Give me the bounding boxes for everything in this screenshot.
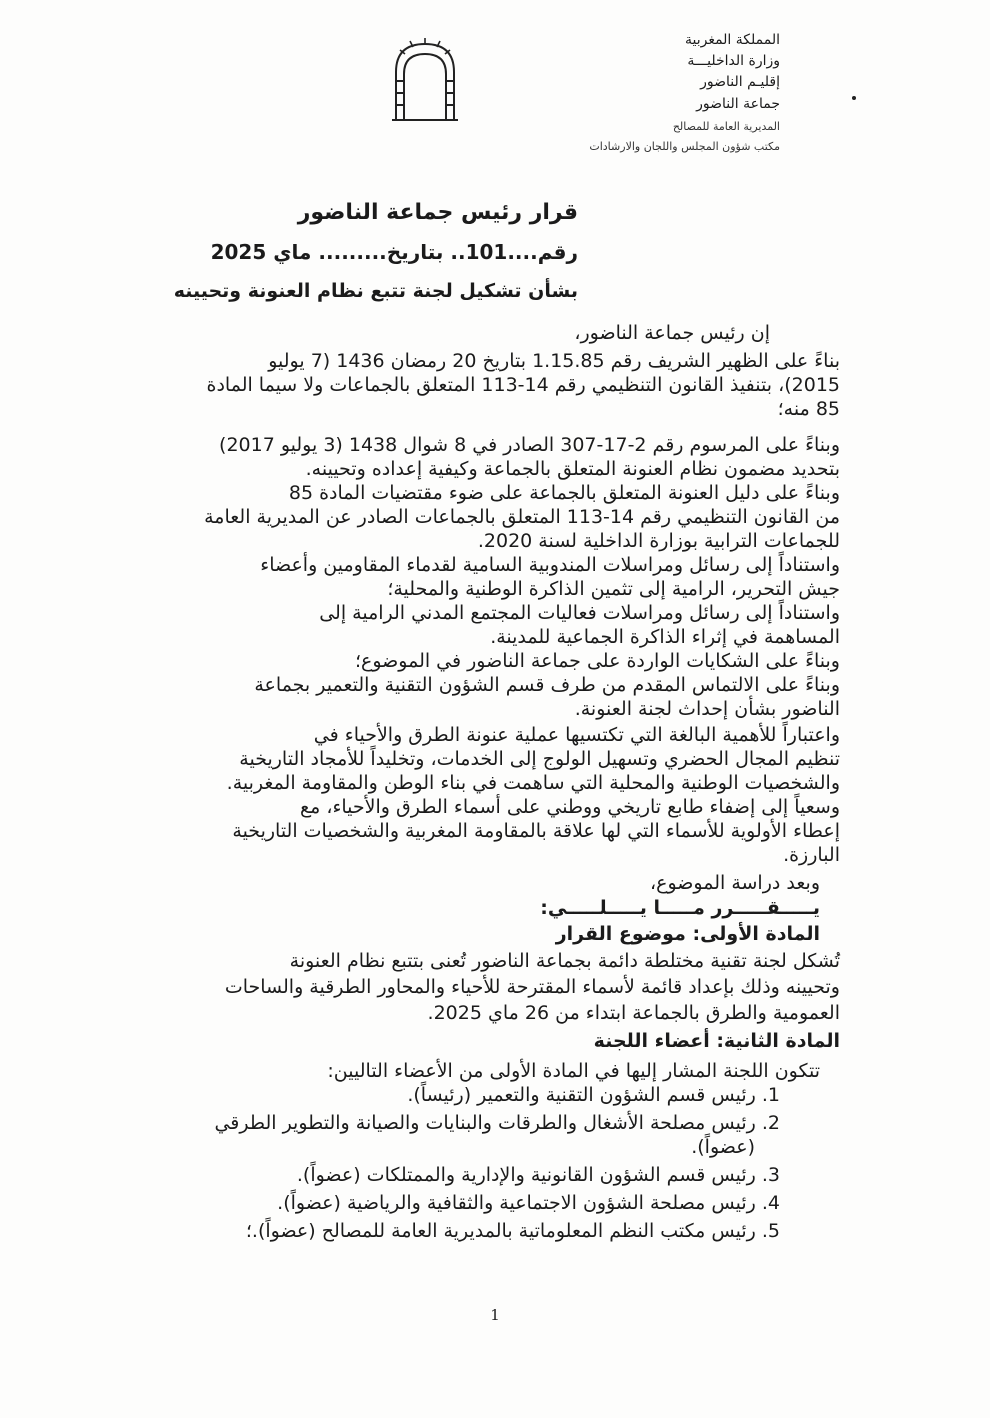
member-text: رئيس مصلحة الشؤون الاجتماعية والثقافية والرياضية (عضواً). [277,1192,756,1214]
body-line: وبناءً على الشكايات الواردة على جماعة الناضور في الموضوع؛ [354,650,840,672]
body-line: جيش التحرير، الرامية إلى تثمين الذاكرة الوطنية والمحلية؛ [387,578,840,600]
committee-member-item [246,1218,780,1244]
body-line: بتحديد مضمون نظام العنونة المتعلق بالجماعة وكيفية إعداده وتحيينه. [305,458,840,480]
member-text: رئيس مصلحة الأشغال والطرقات والبنايات والصيانة والتطوير الطرقي [214,1112,756,1134]
body-line: يـــــقـــــرر مـــــا يـــــلـــــي: [540,897,820,919]
body-line: المادة الثانية: أعضاء اللجنة [593,1030,840,1052]
body-line: وبناءً على دليل العنونة المتعلق بالجماعة على ضوء مقتضيات المادة 85 [288,482,840,504]
header-office: مكتب شؤون المجلس واللجان والارشادات [589,140,780,153]
body-line: إن رئيس جماعة الناضور، [574,322,770,344]
member-number: 5. [761,1220,780,1242]
member-number: 2. [761,1112,780,1134]
member-number: 4. [761,1192,780,1214]
page-number: 1 [490,1306,500,1324]
body-line: المادة الأولى: موضوع القرار [555,923,820,945]
decision-subject: بشأن تشكيل لجنة تتبع نظام العنونة وتحيينه [173,280,578,302]
committee-member-item [407,1082,780,1108]
header-kingdom: المملكة المغربية [684,32,780,48]
body-line: إعطاء الأولوية للأسماء التي لها علاقة بالمقاومة المغربية والشخصيات التاريخية [232,820,840,842]
body-line: واستناداً إلى رسائل ومراسلات فعاليات المجتمع المدني الرامية إلى [319,602,840,624]
scan-speck [852,96,856,100]
body-line: واعتباراً للأهمية البالغة التي تكتسيها عملية عنونة الطرق والأحياء في [313,724,840,746]
header-commune: جماعة الناضور [696,96,780,112]
decision-number-line: رقم....101.. بتاريخ......... ماي 2025 [210,240,578,264]
body-line: الناضور بشأن إحداث لجنة العنونة. [574,698,840,720]
header-ministry: وزارة الداخليـــة [687,53,780,69]
arch-gate-emblem-icon [388,36,462,126]
body-line: للجماعات الترابية بوزارة الداخلية لسنة 2020. [477,530,840,552]
body-line: وسعياً إلى إضفاء طابع تاريخي ووطني على أسماء الطرق والأحياء، مع [300,796,840,818]
member-number: 1. [761,1084,780,1106]
header-province: إقليـم الناضور [700,74,780,90]
body-line: وتحيينه وذلك بإعداد قائمة لأسماء المقترحة للأحياء والمحاور الطرقية والساحات [224,976,840,998]
committee-member-item [691,1134,755,1160]
committee-member-item [214,1110,780,1136]
body-line: تُشكل لجنة تقنية مختلطة دائمة بجماعة الناضور تُعنى بتتبع نظام العنونة [289,950,840,972]
body-line: تتكون اللجنة المشار إليها في المادة الأولى من الأعضاء التاليين: [327,1060,820,1082]
header-directorate: المديرية العامة للمصالح [672,120,780,133]
body-line: وبناءً على الالتماس المقدم من طرف قسم الشؤون التقنية والتعمير بجماعة [254,674,840,696]
member-text: رئيس مكتب النظم المعلوماتية بالمديرية العامة للمصالح (عضواً).؛ [245,1220,756,1242]
member-number: 3. [761,1164,780,1186]
body-line: 2015)، بتنفيذ القانون التنظيمي رقم 14-113 المتعلق بالجماعات ولا سيما المادة [206,374,840,396]
committee-member-item [297,1162,780,1188]
body-line: 85 منه؛ [777,398,840,420]
body-line: البارزة. [783,844,840,866]
body-line: بناءً على الظهير الشريف رقم 1.15.85 بتاريخ 20 رمضان 1436 (7 يوليو [268,350,840,372]
body-line: واستناداً إلى رسائل ومراسلات المندوبية السامية لقدماء المقاومين وأعضاء [260,554,840,576]
body-line: والشخصيات الوطنية والمحلية التي ساهمت في بناء الوطن والمقاومة المغربية. [226,772,840,794]
body-line: المساهمة في إثراء الذاكرة الجماعية للمدينة. [490,626,840,648]
member-text: رئيس قسم الشؤون القانونية والإدارية والممتلكات (عضواً). [296,1164,756,1186]
body-line: من القانون التنظيمي رقم 14-113 المتعلق بالجماعات الصادر عن المديرية العامة [204,506,840,528]
decision-title: قرار رئيس جماعة الناضور [297,200,578,225]
body-line: تنظيم المجال الحضري وتسهيل الولوج إلى الخدمات، وتخليداً للأمجاد التاريخية [239,748,840,770]
body-line: وبناءً على المرسوم رقم 2-17-307 الصادر في 8 شوال 1438 (3 يوليو 2017) [219,434,840,456]
member-text: رئيس قسم الشؤون التقنية والتعمير (رئيساً). [407,1084,756,1106]
body-line: وبعد دراسة الموضوع، [650,872,820,894]
member-text: (عضواً). [691,1136,755,1158]
body-line: العمومية والطرق بالجماعة ابتداء من 26 ماي 2025. [427,1002,840,1024]
committee-member-item [277,1190,780,1216]
